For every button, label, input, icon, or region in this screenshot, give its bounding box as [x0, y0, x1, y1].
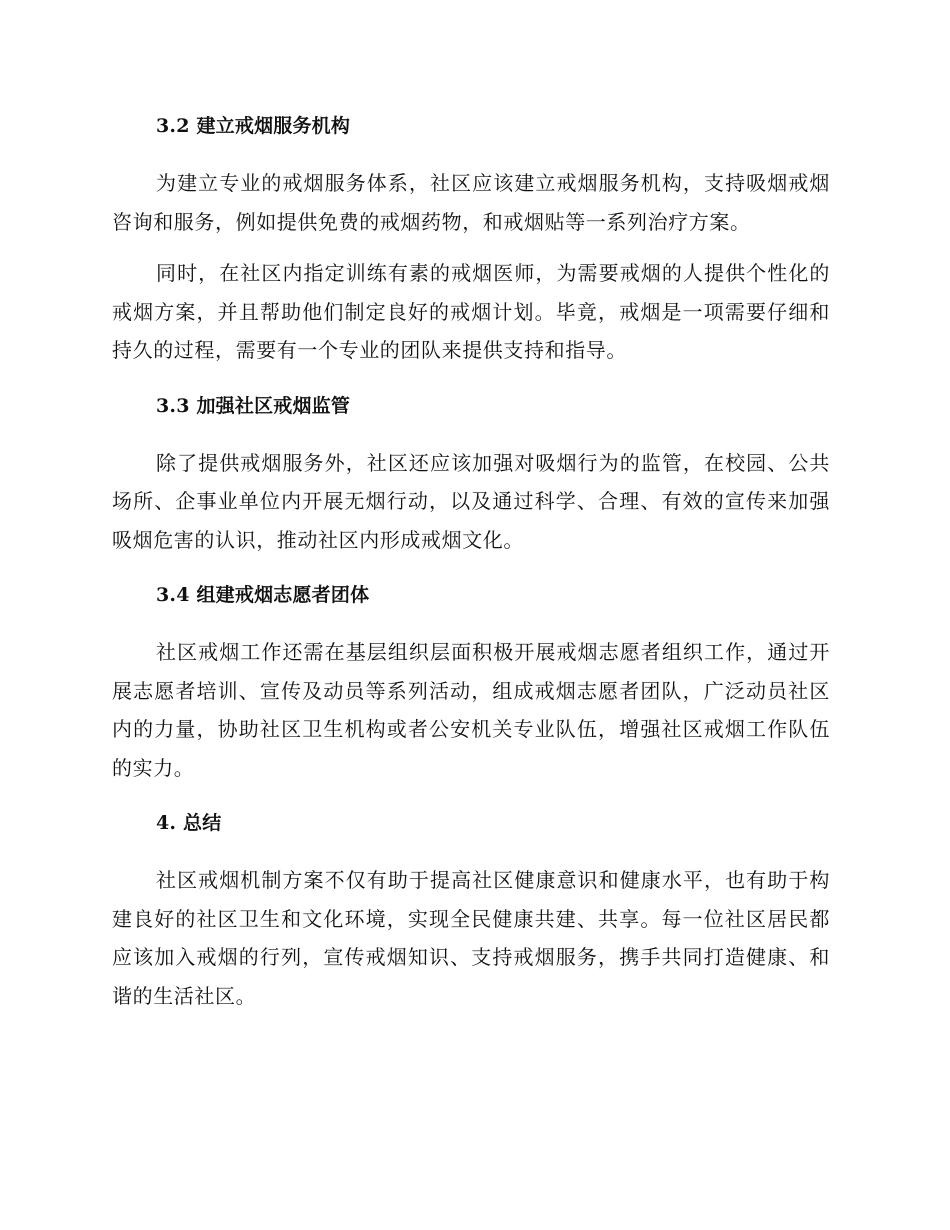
section-heading-3-4: 3.4 组建戒烟志愿者团体: [156, 584, 370, 606]
paragraph-3-2-1: 为建立专业的戒烟服务体系，社区应该建立戒烟服务机构，支持吸烟戒烟咨询和服务，例如提供免费的戒烟药物，和戒烟贴等一系列治疗方案。: [112, 171, 830, 234]
section-heading-4: 4. 总结: [156, 812, 222, 834]
paragraph-4-1: 社区戒烟机制方案不仅有助于提高社区健康意识和健康水平，也有助于构建良好的社区卫生和文化环境，实现全民健康共建、共享。每一位社区居民都应该加入戒烟的行列，宣传戒烟知识、支持戒烟服务，携手共同打造健康、和谐的生活社区。: [112, 868, 830, 1008]
section-heading-3-2: 3.2 建立戒烟服务机构: [156, 115, 351, 137]
paragraph-3-2-2: 同时，在社区内指定训练有素的戒烟医师，为需要戒烟的人提供个性化的戒烟方案，并且帮助他们制定良好的戒烟计划。毕竟，戒烟是一项需要仔细和持久的过程，需要有一个专业的团队来提供支持和指导。: [112, 261, 830, 362]
paragraph-3-3-1: 除了提供戒烟服务外，社区还应该加强对吸烟行为的监管，在校园、公共场所、企事业单位内开展无烟行动，以及通过科学、合理、有效的宣传来加强吸烟危害的认识，推动社区内形成戒烟文化。: [112, 450, 830, 552]
paragraph-3-4-1: 社区戒烟工作还需在基层组织层面积极开展戒烟志愿者组织工作，通过开展志愿者培训、宣传及动员等系列活动，组成戒烟志愿者团队，广泛动员社区内的力量，协助社区卫生机构或者公安机关专业队伍，增强社区戒烟工作队伍的实力。: [112, 640, 830, 780]
section-heading-3-3: 3.3 加强社区戒烟监管: [156, 394, 351, 417]
document-body: [112, 108, 830, 1015]
